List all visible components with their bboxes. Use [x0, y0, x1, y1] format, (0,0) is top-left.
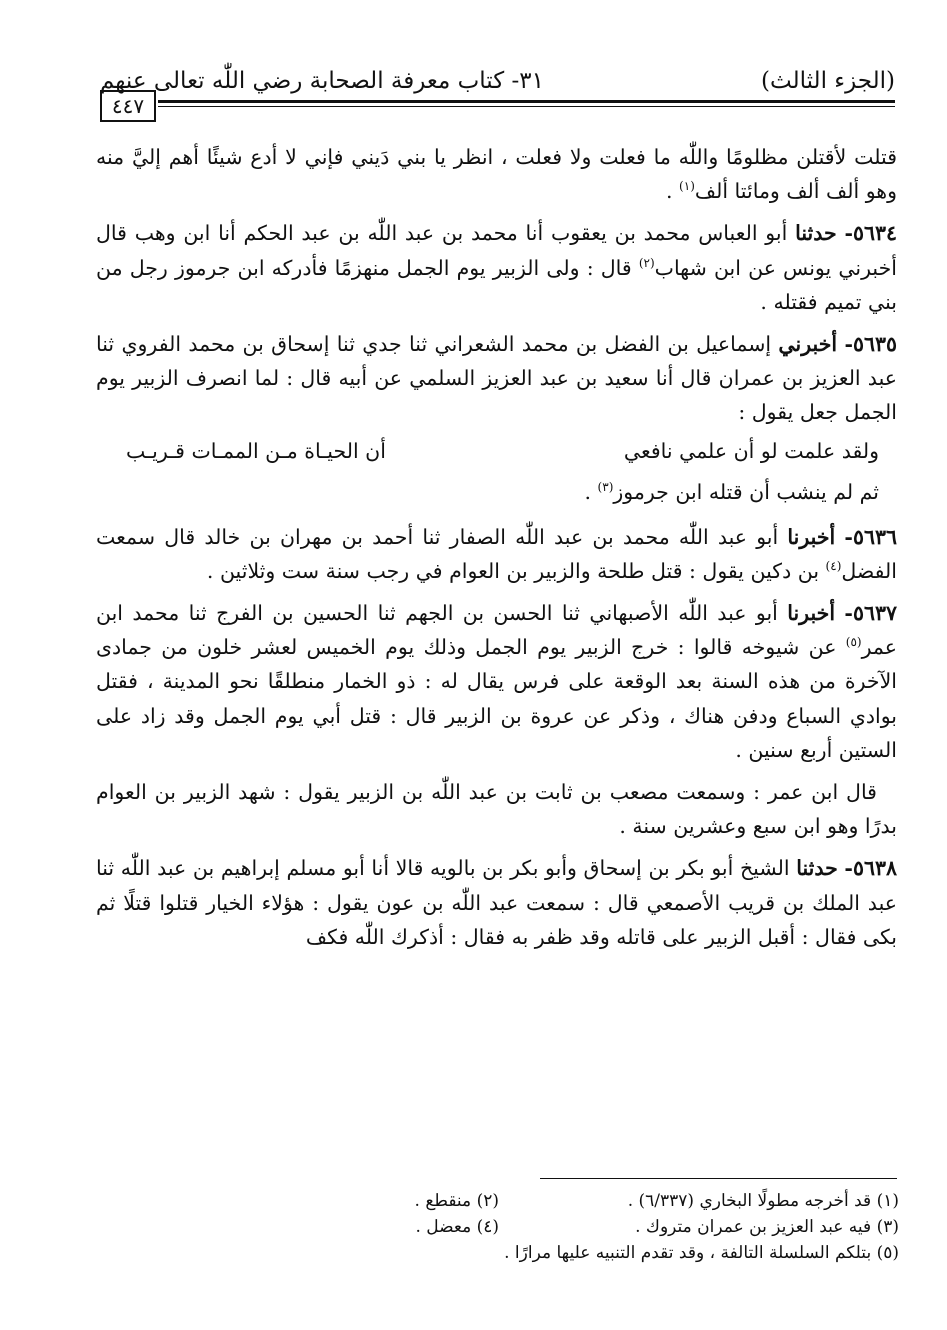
poem-verse	[126, 432, 879, 470]
footnote-row	[260, 1240, 899, 1266]
header-rule-thick	[158, 100, 895, 103]
hadith-5635: ٥٦٣٥- أخبرني إسماعيل بن الفضل بن محمد الشعراني ثنا جدي ثنا إسحاق بن محمد الفروي ثنا عبد العزيز بن عمران قال أنا سعيد بن عبد العزيز السلمي عن أبيه قال : لما انصرف الزبير يوم الجمل جعل يقول :	[96, 332, 897, 425]
footnote-row	[260, 1188, 899, 1214]
footnote-ref: (٢)	[638, 255, 655, 270]
chapter-title: ٣١- كتاب معرفة الصحابة رضي اللّٰه تعالى عنهم	[100, 68, 544, 94]
page-number: ٤٤٧	[100, 90, 156, 122]
footnote-1: (١) قد أخرجه مطولًا البخاري (٦/٣٣٧) .	[627, 1191, 899, 1211]
transmission-keyword: أخبرني	[778, 332, 838, 357]
hadith-number: ٥٦٣٧-	[844, 601, 897, 626]
footnote-ref: (٤)	[825, 559, 842, 573]
transmission-keyword: أخبرنا	[787, 524, 836, 549]
footnote-4: (٤) معضل .	[415, 1217, 499, 1237]
hadith-5636: ٥٦٣٦- أخبرنا أبو عبد اللّٰه محمد بن عبد اللّٰه الصفار ثنا أحمد بن مهران بن خالد قال سمعت الفضل$^{(٤)}$ بن دكين يقول : قتل طلحة والزبير بن العوام في رجب سنة ست وثلاثين .	[96, 524, 897, 583]
hadith-5637: ٥٦٣٧- أخبرنا أبو عبد اللّٰه الأصبهاني ثنا الحسن بن الجهم ثنا الحسين بن الفرج ثنا محمد ابن عمر$^{(٥)}$ عن شيوخه قالوا : خرج الزبير يوم الجمل وذلك يوم الخميس لعشر خلون من جمادى الآخرة من هذه السنة بعد الوقعة على فرس يقال له : ذو الخمار منطلقًا نحو المدينة ، فقتل بوادي السباع ودفن هناك ، وذكر عن عروة بن الزبير قال : قتل أبي يوم الجمل وقد زاد على الستين أربع سنين .	[96, 601, 897, 762]
intro-paragraph: قتلت لأقتلن مظلومًا واللّٰه ما فعلت ولا فعلت ، انظر يا بني دَيني فإني لا أدع شيئًا أهم إليَّ منه وهو ألف ألف ومائتا ألف$^{(١)}$ .	[96, 145, 897, 204]
footnote-ref: (٥)	[845, 635, 862, 650]
hadith-5635-ending: ثم لم ينشب أن قتله ابن جرموز$^{(٣)}$ .	[584, 479, 879, 504]
verse-second-hemistich: أن الحيـاة مـن الممـات قـريـب	[126, 438, 386, 463]
hadith-number: ٥٦٣٤-	[844, 221, 897, 246]
footnote-separator	[540, 1178, 897, 1179]
page-header	[100, 58, 895, 128]
hadith-number: ٥٦٣٨-	[844, 856, 897, 881]
running-head	[100, 66, 895, 96]
transmission-keyword: حدثنا	[796, 856, 838, 881]
footnote-ref: (٣)	[597, 479, 614, 494]
header-rule-thin	[158, 106, 895, 107]
hadith-5634: ٥٦٣٤- حدثنا أبو العباس محمد بن يعقوب أنا محمد بن عبد اللّٰه بن عبد الحكم أنا ابن وهب قال أخبرني يونس عن ابن شهاب$^{(٢)}$ قال : ولى الزبير يوم الجمل منهزمًا فأدركه ابن جرموز رجل من بني تميم فقتله .	[96, 221, 897, 314]
hadith-number: ٥٦٣٥-	[844, 332, 897, 357]
main-text	[96, 140, 897, 962]
hadith-5638: ٥٦٣٨- حدثنا الشيخ أبو بكر بن إسحاق وأبو بكر بن بالويه قالا أنا أبو مسلم إبراهيم بن عبد اللّٰه ثنا عبد الملك بن قريب الأصمعي قال : سمعت عبد اللّٰه بن عون يقول : هؤلاء الخيار قتلوا قتلًا ثم بكى فقال : أقبل الزبير على قاتله وقد ظفر به فقال : أذكرك اللّٰه فكف	[96, 856, 897, 949]
footnote-3: (٣) فيه عبد العزيز بن عمران متروك .	[635, 1217, 899, 1237]
ibn-umar-paragraph: قال ابن عمر : وسمعت مصعب بن ثابت بن عبد اللّٰه بن الزبير يقول : شهد الزبير بن العوام بدرًا وهو ابن سبع وعشرين سنة .	[96, 780, 897, 839]
footnote-2: (٢) منقطع .	[414, 1191, 499, 1211]
footnote-5: (٥) بتلكم السلسلة التالفة ، وقد تقدم التنبيه عليها مرارًا .	[504, 1243, 899, 1263]
footnote-ref: (١)	[679, 179, 695, 194]
transmission-keyword: حدثنا	[795, 221, 837, 246]
hadith-number: ٥٦٣٦-	[844, 524, 897, 549]
verse-first-hemistich: ولقد علمت لو أن علمي نافعي	[623, 438, 879, 463]
volume-label: (الجزء الثالث)	[761, 68, 895, 94]
transmission-keyword: أخبرنا	[787, 601, 836, 626]
footnote-row	[260, 1214, 899, 1240]
footnotes	[260, 1188, 899, 1266]
